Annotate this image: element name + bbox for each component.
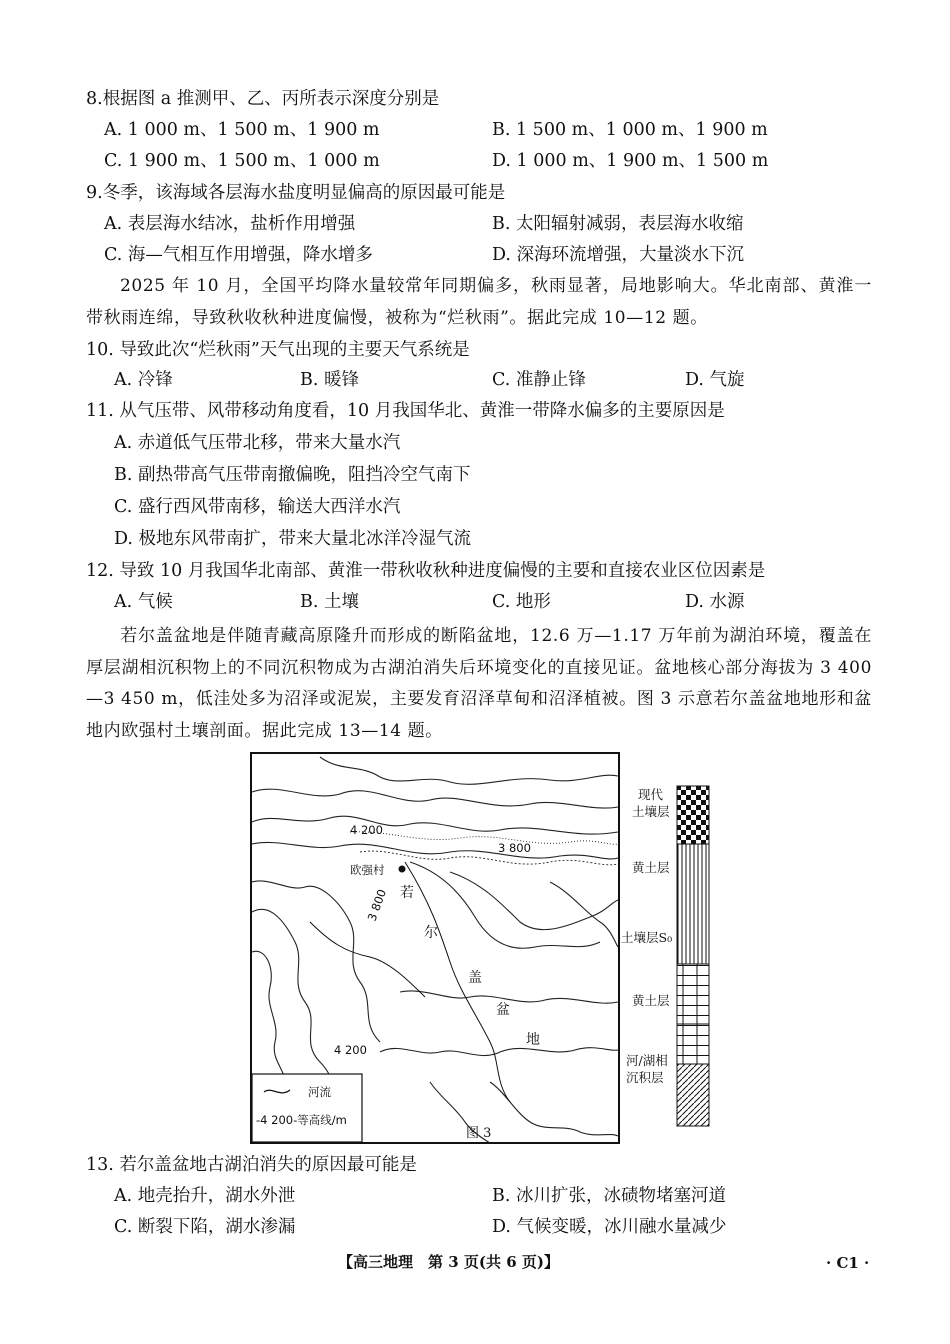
q13-option-a: A. 地壳抬升，湖水外泄: [114, 1186, 296, 1206]
contour-label-3800-b: 3 800: [364, 887, 390, 924]
basin-char-4: 盆: [496, 1002, 510, 1018]
layer-soil-s0: [677, 964, 709, 1024]
profile-label-lake-1: 河/湖相: [626, 1053, 668, 1068]
q12-stem: 12. 导致 10 月我国华北南部、黄淮一带秋收秋种进度偏慢的主要和直接农业区位因素是: [86, 561, 766, 581]
intro-10-12: 2025 年 10 月，全国平均降水量较常年同期偏多，秋雨显著，局地影响大。华北南部、黄淮一带秋雨连绵，导致秋收秋种进度偏慢，被称为“烂秋雨”。据此完成 10—12 题。: [86, 276, 872, 328]
basin-char-5: 地: [526, 1032, 540, 1048]
soil-profile-column: [676, 785, 712, 1127]
village-dot: [399, 866, 406, 873]
layer-lake-sediment: [677, 1064, 709, 1126]
q10-option-c: C. 准静止锋: [492, 370, 586, 390]
contour-label-3800-a: 3 800: [498, 841, 531, 855]
q11-option-d: D. 极地东风带南扩，带来大量北冰洋冷湿气流: [114, 529, 472, 549]
q9-option-d: D. 深海环流增强，大量淡水下沉: [492, 245, 745, 265]
profile-label-loess-2: 黄土层: [632, 993, 670, 1008]
profile-label-loess-1: 黄土层: [632, 860, 670, 875]
figure-3-map: [250, 752, 620, 1144]
q13-stem: 13. 若尔盖盆地古湖泊消失的原因最可能是: [86, 1155, 417, 1175]
q10-option-b: B. 暖锋: [300, 370, 359, 390]
layer-loess-2: [677, 1024, 709, 1064]
q12-option-d: D. 水源: [685, 592, 745, 612]
q12-option-b: B. 土壤: [300, 592, 359, 612]
q13-option-d: D. 气候变暖，冰川融水量减少: [492, 1217, 727, 1237]
q9-option-b: B. 太阳辐射减弱，表层海水收缩: [492, 214, 744, 234]
q8-option-a: A. 1 000 m、1 500 m、1 900 m: [104, 120, 380, 140]
q9-option-a: A. 表层海水结冰，盐析作用增强: [104, 214, 356, 234]
footer-code: · C1 ·: [826, 1254, 870, 1272]
legend-contour-label: -4 200-等高线/m: [256, 1113, 347, 1127]
layer-modern-soil: [677, 786, 709, 844]
footer-page-info: 【高三地理 第 3 页(共 6 页)】: [338, 1253, 559, 1271]
intro-13-14: 若尔盖盆地是伴随青藏高原隆升而形成的断陷盆地，12.6 万—1.17 万年前为湖泊环境，覆盖在厚层湖相沉积物上的不同沉积物成为古湖泊消失后环境变化的直接见证。盆地核心部分海拔为 3 400—3 450 m，低洼处多为沼泽或泥炭，主要发育沼泽草甸和沼泽植被。图 3 示意若尔盖盆地地形和盆地内欧强村土壤剖面。据此完成 13—14 题。: [86, 626, 872, 741]
q8-option-d: D. 1 000 m、1 900 m、1 500 m: [492, 151, 769, 171]
profile-label-modern-1: 现代: [638, 787, 664, 802]
layer-loess-1: [677, 844, 709, 964]
legend-river-label: 河流: [308, 1085, 331, 1099]
contour-label-4200-b: 4 200: [334, 1043, 367, 1057]
q12-option-a: A. 气候: [114, 592, 173, 612]
basin-char-3: 盖: [468, 970, 482, 986]
profile-label-modern-2: 土壤层: [632, 804, 670, 819]
q8-stem: 8.根据图 a 推测甲、乙、丙所表示深度分别是: [86, 89, 440, 109]
q13-option-b: B. 冰川扩张，冰碛物堵塞河道: [492, 1186, 726, 1206]
contour-label-4200-a: 4 200: [350, 823, 383, 837]
q9-stem: 9.冬季，该海域各层海水盐度明显偏高的原因最可能是: [86, 183, 506, 203]
profile-label-soil-s0: 土壤层S₀: [621, 930, 673, 945]
basin-char-2: 尔: [424, 925, 438, 941]
village-label: 欧强村: [350, 863, 385, 877]
q8-option-c: C. 1 900 m、1 500 m、1 000 m: [104, 151, 380, 171]
q11-stem: 11. 从气压带、风带移动角度看，10 月我国华北、黄淮一带降水偏多的主要原因是: [86, 401, 725, 421]
q11-option-a: A. 赤道低气压带北移，带来大量水汽: [114, 433, 401, 453]
q11-option-c: C. 盛行西风带南移，输送大西洋水汽: [114, 497, 401, 517]
q10-option-a: A. 冷锋: [114, 370, 173, 390]
q9-option-c: C. 海—气相互作用增强，降水增多: [104, 245, 373, 265]
q13-option-c: C. 断裂下陷，湖水渗漏: [114, 1217, 296, 1237]
figure-caption: 图 3: [466, 1126, 492, 1141]
basin-char-1: 若: [400, 885, 414, 901]
legend-box: [252, 1074, 362, 1142]
q11-option-b: B. 副热带高气压带南撤偏晚，阻挡冷空气南下: [114, 465, 471, 485]
q10-option-d: D. 气旋: [685, 370, 745, 390]
profile-label-lake-2: 沉积层: [626, 1070, 664, 1085]
q12-option-c: C. 地形: [492, 592, 551, 612]
q10-stem: 10. 导致此次“烂秋雨”天气出现的主要天气系统是: [86, 340, 470, 360]
q8-option-b: B. 1 500 m、1 000 m、1 900 m: [492, 120, 768, 140]
